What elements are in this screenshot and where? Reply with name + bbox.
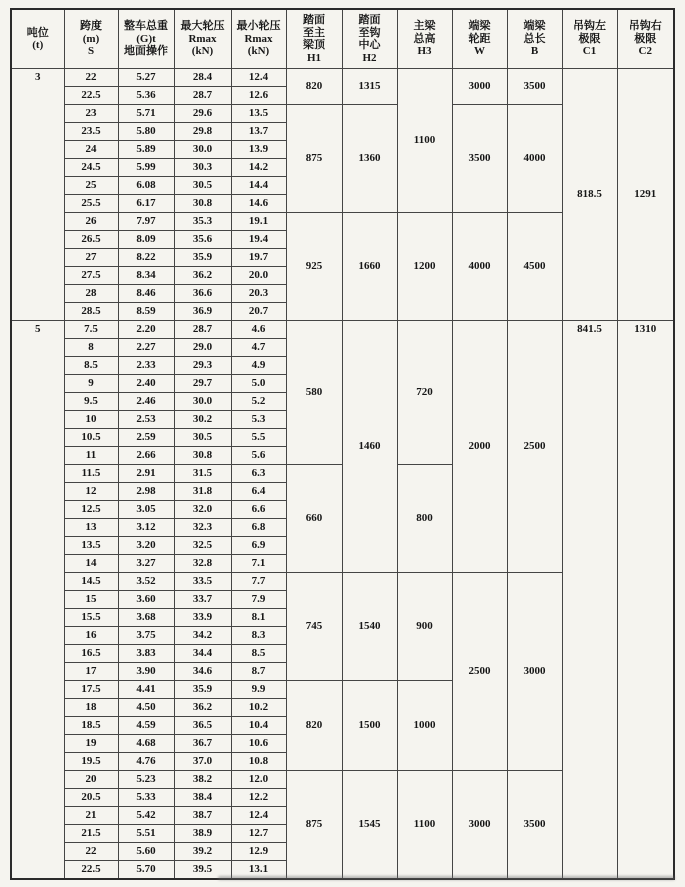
cell-rmin: 13.7 <box>231 123 286 141</box>
cell-b: 4500 <box>507 213 562 321</box>
cell-span: 27.5 <box>64 267 118 285</box>
cell-rmin: 14.4 <box>231 177 286 195</box>
cell-total-weight: 5.23 <box>118 771 174 789</box>
cell-total-weight: 2.91 <box>118 465 174 483</box>
cell-h1: 875 <box>286 105 342 213</box>
cell-span: 18.5 <box>64 717 118 735</box>
column-header-max-wheel-load <box>174 9 231 69</box>
cell-c1: 841.5 <box>562 321 617 880</box>
cell-rmin: 20.7 <box>231 303 286 321</box>
column-header-w <box>452 9 507 69</box>
cell-rmax: 35.6 <box>174 231 231 249</box>
cell-total-weight: 6.08 <box>118 177 174 195</box>
cell-span: 26 <box>64 213 118 231</box>
cell-span: 11 <box>64 447 118 465</box>
header-text: Rmax <box>188 32 217 45</box>
cell-total-weight: 8.22 <box>118 249 174 267</box>
cell-rmax: 36.7 <box>174 735 231 753</box>
cell-c2: 1291 <box>617 69 674 321</box>
cell-rmin: 20.3 <box>231 285 286 303</box>
cell-h2: 1315 <box>342 69 397 105</box>
cell-span: 14.5 <box>64 573 118 591</box>
table-row <box>11 321 674 339</box>
cell-rmin: 19.7 <box>231 249 286 267</box>
cell-h1: 820 <box>286 69 342 105</box>
cell-rmin: 13.9 <box>231 141 286 159</box>
cell-rmax: 30.8 <box>174 195 231 213</box>
cell-w: 3000 <box>452 69 507 105</box>
cell-total-weight: 3.05 <box>118 501 174 519</box>
header-text: (m) <box>82 32 100 45</box>
cell-rmin: 8.5 <box>231 645 286 663</box>
cell-rmax: 36.9 <box>174 303 231 321</box>
cell-total-weight: 8.46 <box>118 285 174 303</box>
cell-span: 9.5 <box>64 393 118 411</box>
cell-rmin: 13.5 <box>231 105 286 123</box>
cell-total-weight: 5.71 <box>118 105 174 123</box>
cell-span: 21 <box>64 807 118 825</box>
cell-h2: 1360 <box>342 105 397 213</box>
cell-rmax: 29.7 <box>174 375 231 393</box>
cell-rmin: 6.8 <box>231 519 286 537</box>
cell-span: 22.5 <box>64 87 118 105</box>
cell-total-weight: 8.59 <box>118 303 174 321</box>
cell-span: 17.5 <box>64 681 118 699</box>
cell-total-weight: 5.80 <box>118 123 174 141</box>
header-text: (kN) <box>247 45 270 58</box>
header-text: 吨位 <box>26 26 49 39</box>
cell-rmin: 5.5 <box>231 429 286 447</box>
cell-total-weight: 2.20 <box>118 321 174 339</box>
cell-c1: 818.5 <box>562 69 617 321</box>
cell-span: 22.5 <box>64 861 118 880</box>
header-text: (G)t <box>136 32 156 45</box>
cell-h3: 1100 <box>397 771 452 880</box>
cell-h3: 720 <box>397 321 452 465</box>
cell-span: 10.5 <box>64 429 118 447</box>
table-header <box>11 9 674 69</box>
cell-h2: 1500 <box>342 681 397 771</box>
cell-h2: 1660 <box>342 213 397 321</box>
cell-rmax: 30.8 <box>174 447 231 465</box>
cell-rmax: 38.7 <box>174 807 231 825</box>
cell-h1: 580 <box>286 321 342 465</box>
cell-rmin: 12.6 <box>231 87 286 105</box>
cell-rmax: 37.0 <box>174 753 231 771</box>
cell-rmax: 33.5 <box>174 573 231 591</box>
cell-rmax: 35.3 <box>174 213 231 231</box>
cell-b: 3500 <box>507 771 562 880</box>
cell-total-weight: 4.41 <box>118 681 174 699</box>
cell-rmin: 4.7 <box>231 339 286 357</box>
cell-total-weight: 2.59 <box>118 429 174 447</box>
cell-span: 16.5 <box>64 645 118 663</box>
cell-rmin: 6.9 <box>231 537 286 555</box>
cell-rmin: 8.1 <box>231 609 286 627</box>
cell-span: 24.5 <box>64 159 118 177</box>
cell-total-weight: 3.90 <box>118 663 174 681</box>
cell-rmin: 12.0 <box>231 771 286 789</box>
column-header-tonnage <box>11 9 64 69</box>
cell-w: 3500 <box>452 105 507 213</box>
header-text: W <box>474 45 485 58</box>
header-text: 吊钩左 <box>573 20 606 33</box>
cell-rmin: 5.0 <box>231 375 286 393</box>
cell-total-weight: 5.60 <box>118 843 174 861</box>
cell-h1: 745 <box>286 573 342 681</box>
cell-rmax: 32.8 <box>174 555 231 573</box>
header-text: C2 <box>638 45 652 58</box>
cell-h1: 820 <box>286 681 342 771</box>
cell-total-weight: 5.99 <box>118 159 174 177</box>
cell-total-weight: 3.27 <box>118 555 174 573</box>
cell-span: 27 <box>64 249 118 267</box>
cell-span: 9 <box>64 375 118 393</box>
cell-span: 22 <box>64 843 118 861</box>
cell-rmax: 32.5 <box>174 537 231 555</box>
cell-rmax: 31.8 <box>174 483 231 501</box>
cell-rmax: 34.4 <box>174 645 231 663</box>
cell-c2: 1310 <box>617 321 674 880</box>
cell-rmin: 19.1 <box>231 213 286 231</box>
cell-span: 13 <box>64 519 118 537</box>
cell-rmin: 4.6 <box>231 321 286 339</box>
cell-w: 4000 <box>452 213 507 321</box>
cell-total-weight: 2.33 <box>118 357 174 375</box>
cell-rmax: 30.2 <box>174 411 231 429</box>
cell-rmax: 39.2 <box>174 843 231 861</box>
cell-rmin: 7.1 <box>231 555 286 573</box>
cell-span: 21.5 <box>64 825 118 843</box>
column-header-c2 <box>617 9 674 69</box>
cell-rmin: 12.7 <box>231 825 286 843</box>
header-text: B <box>530 45 539 58</box>
header-text: 端梁 <box>468 20 491 33</box>
cell-total-weight: 5.33 <box>118 789 174 807</box>
header-text: (t) <box>32 39 44 51</box>
cell-span: 18 <box>64 699 118 717</box>
cell-rmin: 14.6 <box>231 195 286 213</box>
cell-span: 12 <box>64 483 118 501</box>
cell-b: 4000 <box>507 105 562 213</box>
cell-span: 10 <box>64 411 118 429</box>
cell-span: 14 <box>64 555 118 573</box>
column-header-span <box>64 9 118 69</box>
cell-rmax: 28.4 <box>174 69 231 87</box>
cell-rmax: 30.0 <box>174 141 231 159</box>
cell-rmax: 34.2 <box>174 627 231 645</box>
cell-span: 22 <box>64 69 118 87</box>
cell-rmax: 29.6 <box>174 105 231 123</box>
header-text: 梁顶 <box>303 39 325 51</box>
cell-tonnage: 3 <box>11 69 64 321</box>
cell-rmax: 36.5 <box>174 717 231 735</box>
cell-total-weight: 5.42 <box>118 807 174 825</box>
column-header-min-wheel-load <box>231 9 286 69</box>
cell-rmax: 32.0 <box>174 501 231 519</box>
cell-span: 23 <box>64 105 118 123</box>
cell-h3: 1200 <box>397 213 452 321</box>
cell-rmin: 13.1 <box>231 861 286 880</box>
cell-b: 3500 <box>507 69 562 105</box>
cell-total-weight: 2.46 <box>118 393 174 411</box>
header-text: Rmax <box>244 32 273 45</box>
header-text: H1 <box>306 51 322 64</box>
header-text: 最大轮压 <box>180 20 225 33</box>
cell-span: 26.5 <box>64 231 118 249</box>
header-text: S <box>87 45 95 58</box>
cell-span: 24 <box>64 141 118 159</box>
cell-span: 15.5 <box>64 609 118 627</box>
cell-rmin: 12.4 <box>231 807 286 825</box>
cell-span: 12.5 <box>64 501 118 519</box>
cell-w: 2000 <box>452 321 507 573</box>
cell-rmin: 12.9 <box>231 843 286 861</box>
cell-rmin: 7.9 <box>231 591 286 609</box>
cell-total-weight: 3.75 <box>118 627 174 645</box>
cell-total-weight: 2.40 <box>118 375 174 393</box>
header-text: 主梁 <box>413 20 436 33</box>
cell-span: 23.5 <box>64 123 118 141</box>
cell-rmin: 8.3 <box>231 627 286 645</box>
cell-span: 19 <box>64 735 118 753</box>
cell-span: 25 <box>64 177 118 195</box>
cell-span: 25.5 <box>64 195 118 213</box>
column-header-b <box>507 9 562 69</box>
cell-rmin: 6.4 <box>231 483 286 501</box>
cell-total-weight: 2.53 <box>118 411 174 429</box>
cell-rmax: 33.9 <box>174 609 231 627</box>
cell-total-weight: 7.97 <box>118 213 174 231</box>
cell-total-weight: 4.76 <box>118 753 174 771</box>
cell-total-weight: 4.59 <box>118 717 174 735</box>
cell-rmax: 38.2 <box>174 771 231 789</box>
cell-rmin: 12.4 <box>231 69 286 87</box>
header-text: 极限 <box>634 32 657 45</box>
cell-rmin: 4.9 <box>231 357 286 375</box>
cell-span: 7.5 <box>64 321 118 339</box>
cell-rmin: 10.8 <box>231 753 286 771</box>
cell-total-weight: 3.68 <box>118 609 174 627</box>
cell-h3: 1100 <box>397 69 452 213</box>
header-text: 地面操作 <box>124 45 168 58</box>
cell-total-weight: 4.68 <box>118 735 174 753</box>
cell-rmax: 38.9 <box>174 825 231 843</box>
cell-span: 20.5 <box>64 789 118 807</box>
cell-rmin: 9.9 <box>231 681 286 699</box>
cell-total-weight: 2.98 <box>118 483 174 501</box>
header-text: 最小轮压 <box>236 20 281 33</box>
cell-rmax: 34.6 <box>174 663 231 681</box>
cell-rmax: 30.0 <box>174 393 231 411</box>
header-text: 至钩 <box>358 26 381 39</box>
table-row <box>11 69 674 87</box>
header-text: H3 <box>417 45 432 58</box>
cell-h2: 1545 <box>342 771 397 880</box>
cell-rmin: 10.4 <box>231 717 286 735</box>
column-header-c1 <box>562 9 617 69</box>
header-text: 总长 <box>523 32 546 45</box>
cell-total-weight: 2.66 <box>118 447 174 465</box>
cell-span: 11.5 <box>64 465 118 483</box>
cell-total-weight: 3.20 <box>118 537 174 555</box>
column-header-total-weight <box>118 9 174 69</box>
cell-rmax: 31.5 <box>174 465 231 483</box>
header-text: 中心 <box>358 39 381 51</box>
cell-h1: 925 <box>286 213 342 321</box>
header-text: 踏面 <box>303 14 325 26</box>
column-header-h1 <box>286 9 342 69</box>
header-text: 吊钩右 <box>628 20 662 33</box>
cell-rmin: 20.0 <box>231 267 286 285</box>
column-header-h2 <box>342 9 397 69</box>
cell-rmax: 33.7 <box>174 591 231 609</box>
cell-total-weight: 8.34 <box>118 267 174 285</box>
header-text: C1 <box>582 45 597 58</box>
cell-total-weight: 5.36 <box>118 87 174 105</box>
cell-total-weight: 2.27 <box>118 339 174 357</box>
cell-rmax: 29.3 <box>174 357 231 375</box>
cell-total-weight: 5.89 <box>118 141 174 159</box>
cell-total-weight: 8.09 <box>118 231 174 249</box>
cell-w: 2500 <box>452 573 507 771</box>
cell-span: 8.5 <box>64 357 118 375</box>
header-text: 总高 <box>413 32 436 45</box>
cell-rmin: 6.3 <box>231 465 286 483</box>
column-header-h3 <box>397 9 452 69</box>
cell-total-weight: 4.50 <box>118 699 174 717</box>
cell-h2: 1540 <box>342 573 397 681</box>
cell-rmax: 35.9 <box>174 249 231 267</box>
cell-span: 20 <box>64 771 118 789</box>
cell-rmax: 28.7 <box>174 87 231 105</box>
cell-h2: 1460 <box>342 321 397 573</box>
cell-rmax: 36.2 <box>174 267 231 285</box>
cell-rmin: 5.6 <box>231 447 286 465</box>
header-text: 轮距 <box>468 32 491 45</box>
cell-total-weight: 3.12 <box>118 519 174 537</box>
cell-h1: 875 <box>286 771 342 880</box>
cell-span: 19.5 <box>64 753 118 771</box>
cell-b: 3000 <box>507 573 562 771</box>
cell-span: 13.5 <box>64 537 118 555</box>
cell-b: 2500 <box>507 321 562 573</box>
cell-rmin: 12.2 <box>231 789 286 807</box>
cell-total-weight: 3.60 <box>118 591 174 609</box>
header-text: 至主 <box>303 26 325 39</box>
cell-rmax: 36.6 <box>174 285 231 303</box>
cell-rmin: 14.2 <box>231 159 286 177</box>
header-text: 整车总重 <box>124 20 168 33</box>
scan-artifact <box>218 876 675 880</box>
cell-h1: 660 <box>286 465 342 573</box>
cell-rmax: 32.3 <box>174 519 231 537</box>
cell-rmin: 5.2 <box>231 393 286 411</box>
cell-span: 17 <box>64 663 118 681</box>
cell-span: 28 <box>64 285 118 303</box>
header-text: (kN) <box>191 45 214 58</box>
cell-rmax: 28.7 <box>174 321 231 339</box>
cell-h3: 800 <box>397 465 452 573</box>
cell-span: 28.5 <box>64 303 118 321</box>
cell-rmin: 6.6 <box>231 501 286 519</box>
cell-span: 15 <box>64 591 118 609</box>
cell-rmax: 30.5 <box>174 177 231 195</box>
cell-total-weight: 5.70 <box>118 861 174 880</box>
header-text: H2 <box>362 51 377 64</box>
cell-rmin: 8.7 <box>231 663 286 681</box>
cell-rmax: 36.2 <box>174 699 231 717</box>
cell-total-weight: 5.27 <box>118 69 174 87</box>
header-row <box>11 9 674 69</box>
cell-rmax: 30.3 <box>174 159 231 177</box>
cell-rmin: 10.2 <box>231 699 286 717</box>
cell-total-weight: 5.51 <box>118 825 174 843</box>
cell-rmax: 39.5 <box>174 861 231 880</box>
cell-span: 16 <box>64 627 118 645</box>
cell-rmin: 19.4 <box>231 231 286 249</box>
cell-rmin: 7.7 <box>231 573 286 591</box>
table-body <box>11 69 674 880</box>
header-text: 跨度 <box>80 20 102 33</box>
cell-span: 8 <box>64 339 118 357</box>
cell-tonnage: 5 <box>11 321 64 880</box>
header-text: 极限 <box>578 32 601 45</box>
cell-w: 3000 <box>452 771 507 880</box>
cell-rmax: 35.9 <box>174 681 231 699</box>
cell-rmax: 29.0 <box>174 339 231 357</box>
cell-rmax: 29.8 <box>174 123 231 141</box>
cell-rmin: 5.3 <box>231 411 286 429</box>
cell-rmax: 30.5 <box>174 429 231 447</box>
cell-total-weight: 3.83 <box>118 645 174 663</box>
crane-spec-table <box>10 8 675 880</box>
cell-rmax: 38.4 <box>174 789 231 807</box>
cell-h3: 900 <box>397 573 452 681</box>
cell-h3: 1000 <box>397 681 452 771</box>
header-text: 踏面 <box>358 14 381 26</box>
cell-rmin: 10.6 <box>231 735 286 753</box>
cell-total-weight: 3.52 <box>118 573 174 591</box>
header-text: 端梁 <box>523 20 546 33</box>
cell-total-weight: 6.17 <box>118 195 174 213</box>
